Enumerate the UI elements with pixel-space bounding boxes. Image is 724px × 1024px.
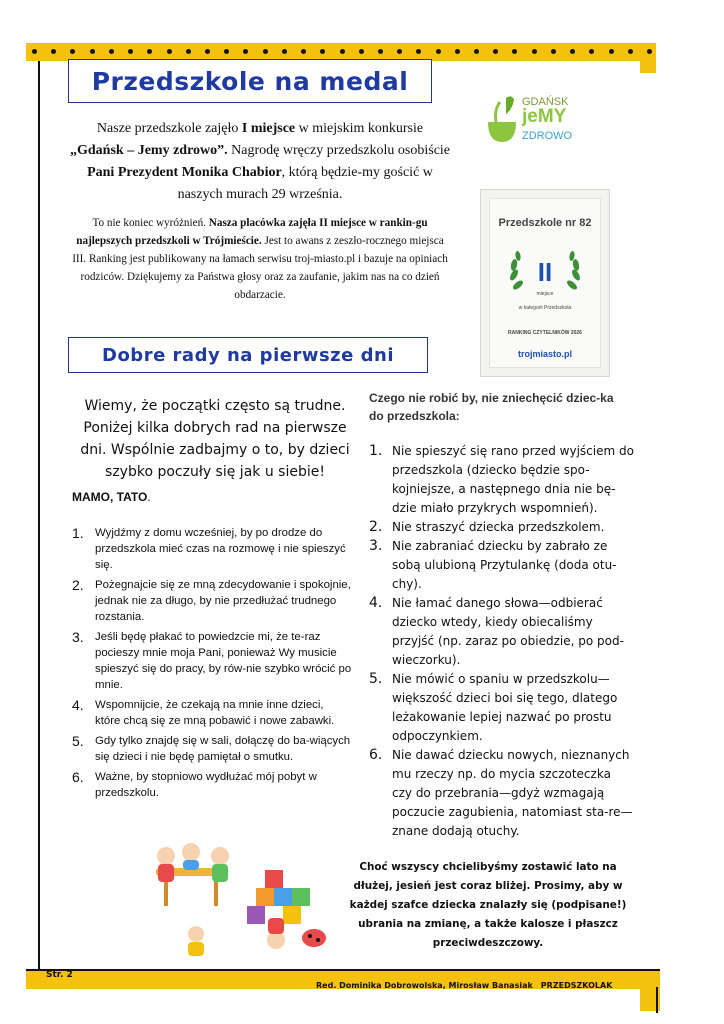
- article-paragraph-2: To nie koniec wyróżnień. Nasza placówka zajęła II miejsce w rankin-gu najlepszych przedszkoli w Trójmieście. Jest to awans z zeszło-rocznego miejsca III. Ranking jest publikowany na łamach serwisu troj-miasto.pl i bazuje na opiniach rodziców. Dziękujemy za Państwa głosy oraz za zaufanie, jakim nas na co dzień obdarzacie.: [72, 217, 448, 301]
- article-paragraph-1: Nasze przedszkole zajęło I miejsce w miejskim konkursie „Gdańsk – Jemy zdrowo”. Nagrodę wręczy przedszkolu osobiście Pani Prezydent Monika Chabior, którą będzie-my gościć w naszych murach 29 września.: [70, 121, 451, 202]
- top-bar-dots: [32, 49, 652, 55]
- list-item: 3. Jeśli będę płakać to powiedzcie mi, że te-raz pocieszy mnie moja Pani, ponieważ Wy musicie spieszyć się do pracy, by rów-nie szybko wrócić po mnie.: [72, 629, 352, 691]
- list-item: 5. Nie mówić o spaniu w przedszkolu—większość dzieci boi się tego, dlatego leżakowanie lepiej nazwać po prostu odpoczynkiem.: [369, 671, 618, 743]
- poster-category: w kategorii Przedszkola: [518, 305, 572, 311]
- logo-line-gdansk: GDAŃSK: [522, 96, 569, 108]
- list-item: 4. Wspomnijcie, że czekają na mnie inne dzieci, które chcą się ze mną pobawić i nowe zabawki.: [72, 697, 335, 727]
- gdansk-jemy-zdrowo-logo: [482, 92, 582, 152]
- left-border-line: [38, 61, 40, 969]
- section-title: Dobre rady na pierwsze dni: [68, 337, 428, 373]
- parents-heading: MAMO, TATO.: [72, 490, 151, 504]
- list-item: 4. Nie łamać danego słowa—odbierać dziecko wtedy, kiedy obiecaliśmy przyjść (np. zaraz po obiedzie, po pod-wieczorku).: [369, 595, 624, 667]
- list-item: 3. Nie zabraniać dziecku by zabrało ze sobą ulubioną Przytulankę (doda otu-chy).: [369, 538, 617, 591]
- footer-magazine-name: PRZEDSZKOLAK: [540, 981, 613, 990]
- poster-brand: trojmiasto.pl: [517, 349, 572, 359]
- list-item: 6. Nie dawać dziecku nowych, nieznanych mu rzeczy np. do mycia szczoteczka czy do przebrania—gdyż wzmagają poczucie zagubienia, natomiast sta-re—znane dodają otuchy.: [369, 747, 633, 838]
- ranking-award-poster: [480, 189, 610, 377]
- poster-ranking-label: RANKING CZYTELNIKÓW 2026: [508, 330, 582, 336]
- list-item: 6. Ważne, by stopniowo wydłużać mój pobyt w przedszkolu.: [72, 769, 317, 799]
- list-item: 2. Nie straszyć dziecka przedszkolem.: [369, 519, 605, 535]
- closing-note: Choć wszyscy chcielibyśmy zostawić lato na dłużej, jesień jest coraz bliżej. Prosimy, aby w każdej szafce dziecka znalazły się (podpisane!) ubrania na zmianę, a także kalosze i płaszcz przeciwdeszczowy.: [349, 861, 627, 949]
- logo-line-zdrowo: ZDROWO: [522, 130, 573, 142]
- list-item: 1. Wyjdźmy z domu wcześniej, by po drodze do przedszkola mieć czas na rozmowę i nie spieszyć się.: [72, 525, 346, 571]
- list-item: 1. Nie spieszyć się rano przed wyjściem do przedszkola (dziecko będzie spo-kojniejsze, a następnego dnia nie bę-dzie miało przykrych wspomnień).: [369, 443, 634, 515]
- footer-credits: [316, 981, 612, 990]
- page-number: Str. 2: [46, 970, 73, 980]
- logo-line-jemy: jeMY: [522, 106, 567, 127]
- list-item: 5. Gdy tylko znajdę się w sali, dołączę do ba-wiących się dzieci i nie będę pamiętał o smutku.: [72, 733, 351, 763]
- list-item: 2. Pożegnajcie się ze mną zdecydowanie i spokojnie, jednak nie za długo, by nie przedłużać trudnego rozstania.: [72, 577, 351, 623]
- spoon-leaf-icon: [482, 92, 522, 152]
- dont-do-list: [369, 442, 634, 841]
- children-playing-illustration: [136, 838, 328, 960]
- dont-do-heading: Czego nie robić by, nie zniechęcić dziec-ka do przedszkola:: [369, 391, 614, 423]
- section-intro: Wiemy, że początki często są trudne. Poniżej kilka dobrych rad na pierwsze dni. Wspólnie zadbajmy o to, by dzieci szybko poczuły się jak u siebie!: [80, 398, 350, 480]
- poster-place-number: II: [537, 257, 553, 287]
- page-title: Przedszkole na medal: [68, 59, 432, 103]
- footer-editors: Red. Dominika Dobrowolska, Mirosław Banasiak: [316, 981, 533, 990]
- parents-advice-list: [72, 525, 352, 805]
- poster-title: Przedszkole nr 82: [498, 217, 592, 229]
- poster-place-label: miejsce: [536, 291, 554, 297]
- bottom-right-border: [656, 987, 658, 1013]
- top-bar-corner: [640, 43, 656, 73]
